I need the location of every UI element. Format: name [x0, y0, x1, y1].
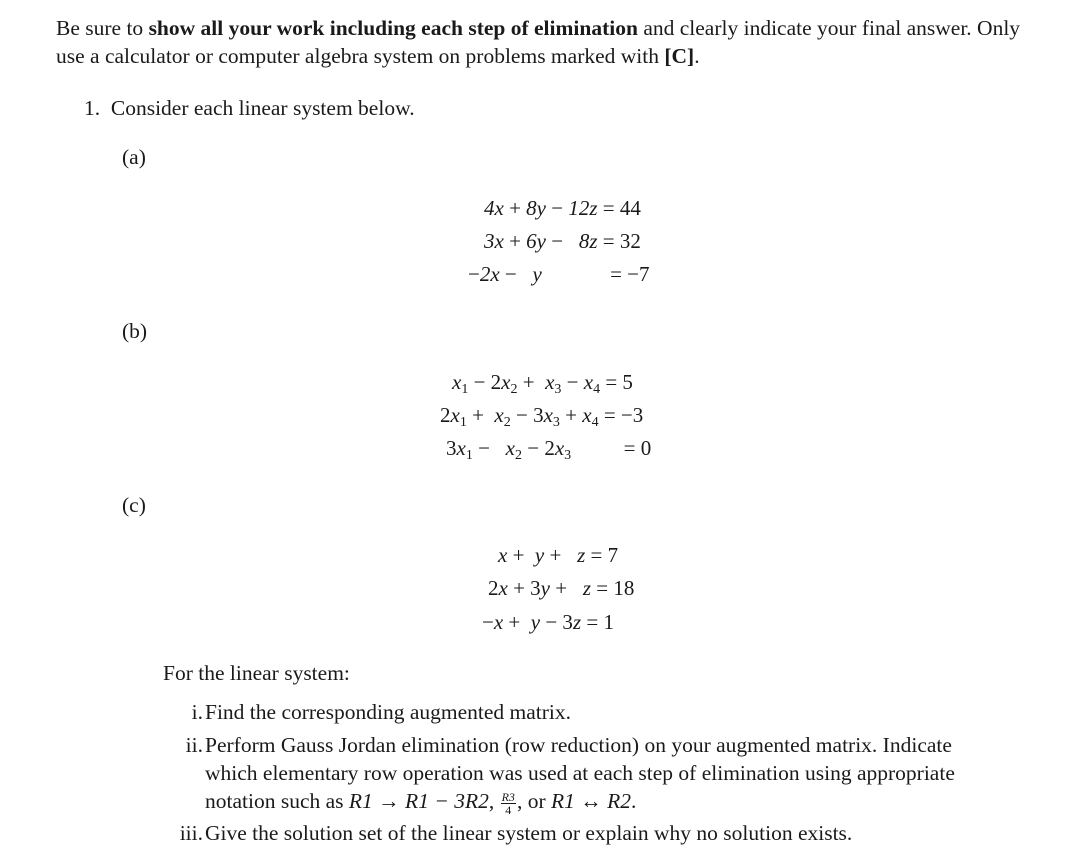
step-ii-main-text: Perform Gauss Jordan elimination (row reduction) on your augmented matrix. Indicate which elementary row operation was used at each step of elimination using appropriate notation such as [205, 733, 955, 813]
separator-or: , or [516, 789, 551, 813]
part-a-label: (a) [122, 145, 146, 169]
part-c-equation-1: x + y + z = 7 [498, 543, 619, 567]
part-a-equation-1: 4x + 8y − 12z = 44 [484, 196, 641, 220]
instructions-intro: For the linear system: [163, 661, 350, 685]
part-a-equation-3: −2x − y = −7 [468, 262, 650, 286]
row-op-example-1: R1 → R1 − 3R2 [348, 789, 489, 813]
step-iii-text: Give the solution set of the linear system or explain why no solution exists. [205, 821, 853, 845]
part-b-label: (b) [122, 319, 148, 343]
part-b-equation-1: $x_1 - 2x_2 + x_3 - x_4 = 5$ [452, 370, 633, 397]
intro-text-2: and clearly indicate your final answer. Only use a calculator or computer algebra system on problems marked with [56, 16, 1021, 68]
row-op-example-2-fraction [501, 791, 516, 816]
fraction-numerator: R3 [501, 789, 515, 804]
step-ii-text [205, 731, 995, 816]
problem-prompt: Consider each linear system below. [110, 96, 415, 120]
intro-bold-2: [C] [664, 44, 695, 68]
problem-1-heading [84, 96, 415, 121]
part-c-label: (c) [122, 493, 146, 517]
step-ii-number: ii. [185, 733, 203, 757]
part-b-equation-2: $2x_1 + x_2 - 3x_3 + x_4 = -3$ [440, 403, 644, 430]
intro-bold-1: show all your work including each step of elimination [148, 16, 638, 40]
problem-number: 1. [84, 96, 101, 120]
sentence-end: . [631, 789, 637, 813]
step-i-number: i. [191, 700, 203, 724]
row-op-example-3: R1 ↔ R2 [550, 789, 632, 813]
part-c-equation-3: −x + y − 3z = 1 [482, 610, 614, 634]
separator-comma: , [488, 789, 500, 813]
part-a-equation-2: 3x + 6y − 8z = 32 [484, 229, 641, 253]
instructions-paragraph [56, 14, 1046, 70]
step-ii [163, 731, 993, 815]
intro-text-3: . [694, 44, 700, 68]
fraction-denominator: 4 [505, 802, 512, 817]
part-b-equation-3: $3x_1 - x_2 - 2x_3$ = 0 [446, 436, 652, 463]
step-iii-number: iii. [179, 821, 203, 845]
step-i-text: Find the corresponding augmented matrix. [205, 700, 572, 724]
intro-text-1: Be sure to [56, 16, 149, 40]
part-c-equation-2: 2x + 3y + z = 18 [488, 576, 635, 600]
